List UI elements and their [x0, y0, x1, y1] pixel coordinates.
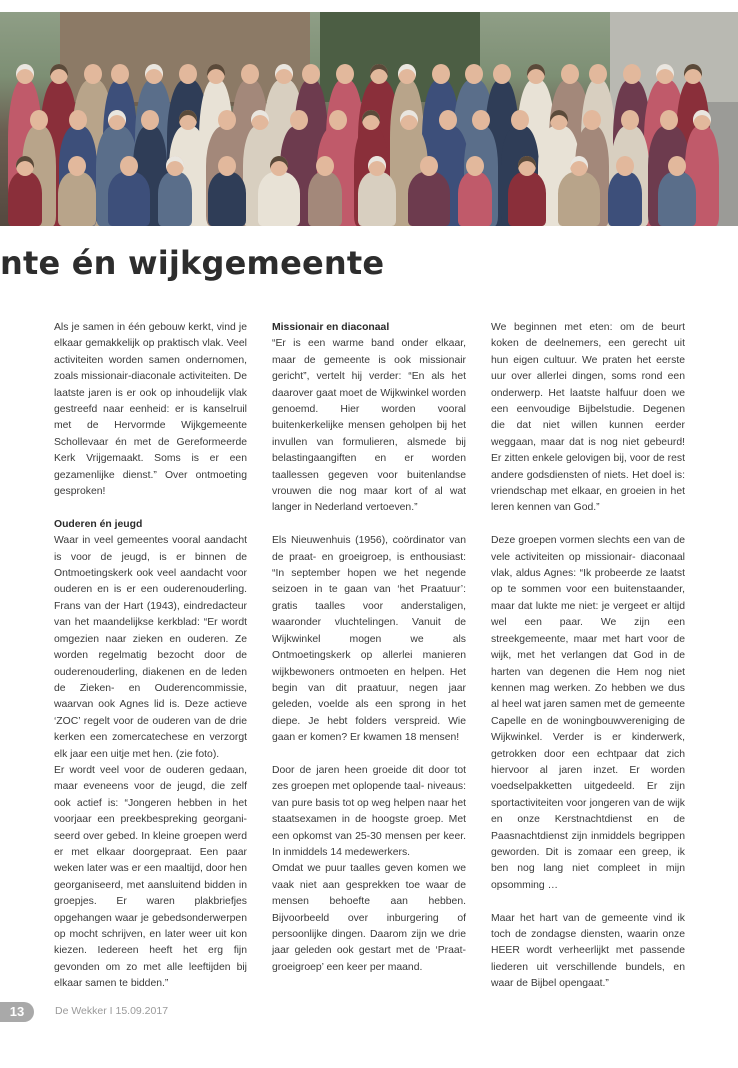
- photo-person-head: [16, 156, 34, 176]
- photo-person-head: [84, 64, 102, 84]
- paragraph-gap: [54, 500, 247, 516]
- photo-person: [608, 172, 642, 226]
- photo-person: [8, 172, 42, 226]
- photo-person-head: [275, 64, 293, 84]
- photo-person-head: [466, 156, 484, 176]
- photo-person: [308, 172, 342, 226]
- photo-person-head: [623, 64, 641, 84]
- article-paragraph: Als je samen in één gebouw kerkt, vind je elkaar gemakkelijk op praktisch vlak. Veel activiteiten worden samen ondernomen, zoals missionair-diaconale activiteiten. De laatste jaren is er ook op inhoudelijk vlak gestreefd naar eenheid: er is kanselruil met de Hervormde Wijkgemeente Schollevaar én met de Gereformeerde Kerk Vrijgemaakt. Soms is er een gezamenlijke dienst.” Over ontmoeting gesproken!: [54, 322, 247, 498]
- photo-person-head: [50, 64, 68, 84]
- photo-person-head: [368, 156, 386, 176]
- photo-person-head: [550, 110, 568, 130]
- photo-person-head: [120, 156, 138, 176]
- photo-person: [208, 172, 246, 226]
- section-heading: Ouderen én jeugd: [54, 518, 143, 530]
- photo-person-head: [472, 110, 490, 130]
- photo-person-head: [68, 156, 86, 176]
- article-column-3: [491, 320, 685, 993]
- photo-person: [258, 172, 300, 226]
- photo-person: [658, 172, 696, 226]
- photo-person-head: [362, 110, 380, 130]
- photo-person: [358, 172, 396, 226]
- article-paragraph: Door de jaren heen groeide dit door tot zes groepen met oplopende taal- niveaus: van pure basis tot op weg helpen naar het staatsexamen in de hoogste groep. Met een opkomst van 25-30 mensen per keer. In inmiddels 14 medewerkers.: [272, 764, 466, 858]
- photo-person-head: [668, 156, 686, 176]
- photo-person-head: [179, 64, 197, 84]
- photo-person-head: [166, 156, 184, 176]
- photo-person: [158, 172, 192, 226]
- photo-person: [558, 172, 600, 226]
- photo-person-head: [290, 110, 308, 130]
- article-paragraph: Waar in veel gemeentes vooral aandacht is voor de jeugd, is er binnen de Ontmoetingskerk ook veel aandacht voor ouderen en is er een ouderenouderling. Frans van der Hart (1943), eindredacteur van het maandelijkse kerkblad: “Er wordt omgezien naar zieken en ouderen. Ze worden regelmatig bezocht door de ouderenouderling, diakenen en de leden de Zieken- en Ouderencommissie, waarvan ook Agnes lid is. Deze actieve ‘ZOC’ regelt voor de ouderen van de drie kerken een zomercatechese en verzorgt elk jaar een uitje met hen. (zie foto).: [54, 535, 247, 760]
- photo-person-head: [69, 110, 87, 130]
- photo-person-head: [30, 110, 48, 130]
- photo-person-head: [589, 64, 607, 84]
- photo-person-head: [561, 64, 579, 84]
- photo-person: [458, 172, 492, 226]
- photo-person-head: [420, 156, 438, 176]
- photo-person-head: [270, 156, 288, 176]
- article-paragraph: Deze groepen vormen slechts een van de vele activiteiten op missionair- diaconaal vlak, aldus Agnes: “Ik probeerde ze laatst op te sommen voor een buitenstaander, maar dat lukte me niet: je vergeet er altijd wel een paar. We zijn een streekgemeente, maar met hart voor de wijk, met het verlangen dat God in de harten van degenen die Hem nog niet kennen mag werken. Zo hebben we dus al heel wat jaren samen met de gemeente Capelle en de woningbouwvereniging de Wijkwinkel. Verder is er kinderwerk, getrokken door een echtpaar dat zich hiervoor al jaren inzet. Er worden voedselpakketten uitgedeeld. Er zijn sportactiviteiten voor jongeren van de wijk en onze Kerstnachtdienst en de Paasnachtdienst zijn inmiddels begrippen geworden. Dit is zomaar een greep, ik ben nog lang niet compleet in mijn opsomming …: [491, 535, 685, 891]
- photo-person-head: [432, 64, 450, 84]
- photo-person: [108, 172, 150, 226]
- photo-person-head: [141, 110, 159, 130]
- article-paragraph: We beginnen met eten: om de beurt koken de deelnemers, een gerecht uit hun eigen cultuur. We praten het eerste uur over allerlei dingen, soms rond een onderwerp. Het laatste halfuur doen we een eenvoudige Bijbelstudie. Degenen die dat niet willen kunnen eerder weggaan, maar dat is nog niet gebeurd! Er zitten enkele gelovigen bij, voor de rest andere godsdiensten of niets. Het doel is: vriendschap met elkaar, en groeien in het leren kennen van God.”: [491, 322, 685, 514]
- photo-person-head: [527, 64, 545, 84]
- article-paragraph: “Er is een warme band onder elkaar, maar de gemeente is ook missionair gericht”, vertelt hij verder: “En als het daarover gaat moet de Wijkwinkel worden genoemd. Hier worden vooral buitenkerkelijke mensen geholpen bij het invullen van formulieren, alsmede bij belastingaangiften en er worden taallessen gegeven voor buitenlandse vrouwen die nog maar kort of al wat langer in Nederland vertoeven.”: [272, 338, 466, 514]
- article-headline: nte én wijkgemeente: [0, 244, 385, 282]
- photo-person-head: [329, 110, 347, 130]
- photo-person: [508, 172, 546, 226]
- photo-person-head: [251, 110, 269, 130]
- group-photo: [0, 12, 738, 226]
- article-paragraph: Els Nieuwenhuis (1956), coördinator van de praat- en groeigroep, is enthousiast: “In september hopen we het negende seizoen in te gaan van ‘het Praatuur’: gratis taalles voor anderstaligen, waaronder vluchtelingen. Vanuit de Wijkwinkel mogen we als Ontmoetingskerk op allerlei manieren wijkbewoners ontmoeten en helpen. Het begin van dit praatuur, negen jaar geleden, voelde als een sprong in het diepe. Je hebt folders verspreid. Wie gaan er komen? Er kwamen 18 mensen!: [272, 535, 466, 744]
- article-paragraph: Er wordt veel voor de ouderen gedaan, maar eveneens voor de jeugd, die zelf ook actief is: “Jongeren hebben in het voorjaar een preekbespreking georgani- seerd over gebed. In kleine groepen werd er met elkaar doorgepraat. Een paar weken later was er een maaltijd, door hen georganiseerd, met aansluitend bidden in groepjes. Er waren plakbriefjes opgehangen waar je gebedsonderwerpen op mocht schrijven, en later weer uit kon kiezen. Iedereen heeft het erg fijn gevonden om zo met alle leeftijden bij elkaar samen te bidden.”: [54, 764, 247, 990]
- photo-person-head: [570, 156, 588, 176]
- page-number-badge: 13: [0, 1002, 34, 1022]
- article-paragraph: Omdat we puur taalles geven komen we vaak niet aan gesprekken toe waar de mensen behoefte aan hebben. Bijvoorbeeld over inburgering of persoonlijke dingen. Daarom zijn we drie jaar geleden ook gestart met de ‘Praat-groeigroep’ een keer per maand.: [272, 863, 466, 973]
- photo-person-head: [241, 64, 259, 84]
- section-heading: Missionair en diaconaal: [272, 322, 390, 333]
- photo-person: [58, 172, 96, 226]
- paragraph-gap: [491, 517, 685, 533]
- photo-person-head: [108, 110, 126, 130]
- article-column-1: [54, 320, 247, 993]
- photo-person-head: [218, 156, 236, 176]
- page-footer: [0, 1002, 400, 1022]
- photo-person-head: [398, 64, 416, 84]
- article-column-2: [272, 320, 466, 976]
- photo-person: [408, 172, 450, 226]
- photo-person-head: [518, 156, 536, 176]
- photo-person-head: [583, 110, 601, 130]
- paragraph-gap: [491, 894, 685, 910]
- photo-person-head: [616, 156, 634, 176]
- paragraph-gap: [272, 747, 466, 763]
- photo-person-head: [316, 156, 334, 176]
- photo-person-head: [207, 64, 225, 84]
- photo-person-head: [511, 110, 529, 130]
- photo-person-head: [370, 64, 388, 84]
- paragraph-gap: [272, 517, 466, 533]
- footer-publication-date: De Wekker I 15.09.2017: [55, 1005, 169, 1017]
- article-paragraph: Maar het hart van de gemeente vind ik toch de zondagse diensten, waarin onze HEER wordt verheerlijkt met passende liederen uit verschillende bundels, en waar de Bijbel opengaat.”: [491, 912, 685, 990]
- photo-person-head: [16, 64, 34, 84]
